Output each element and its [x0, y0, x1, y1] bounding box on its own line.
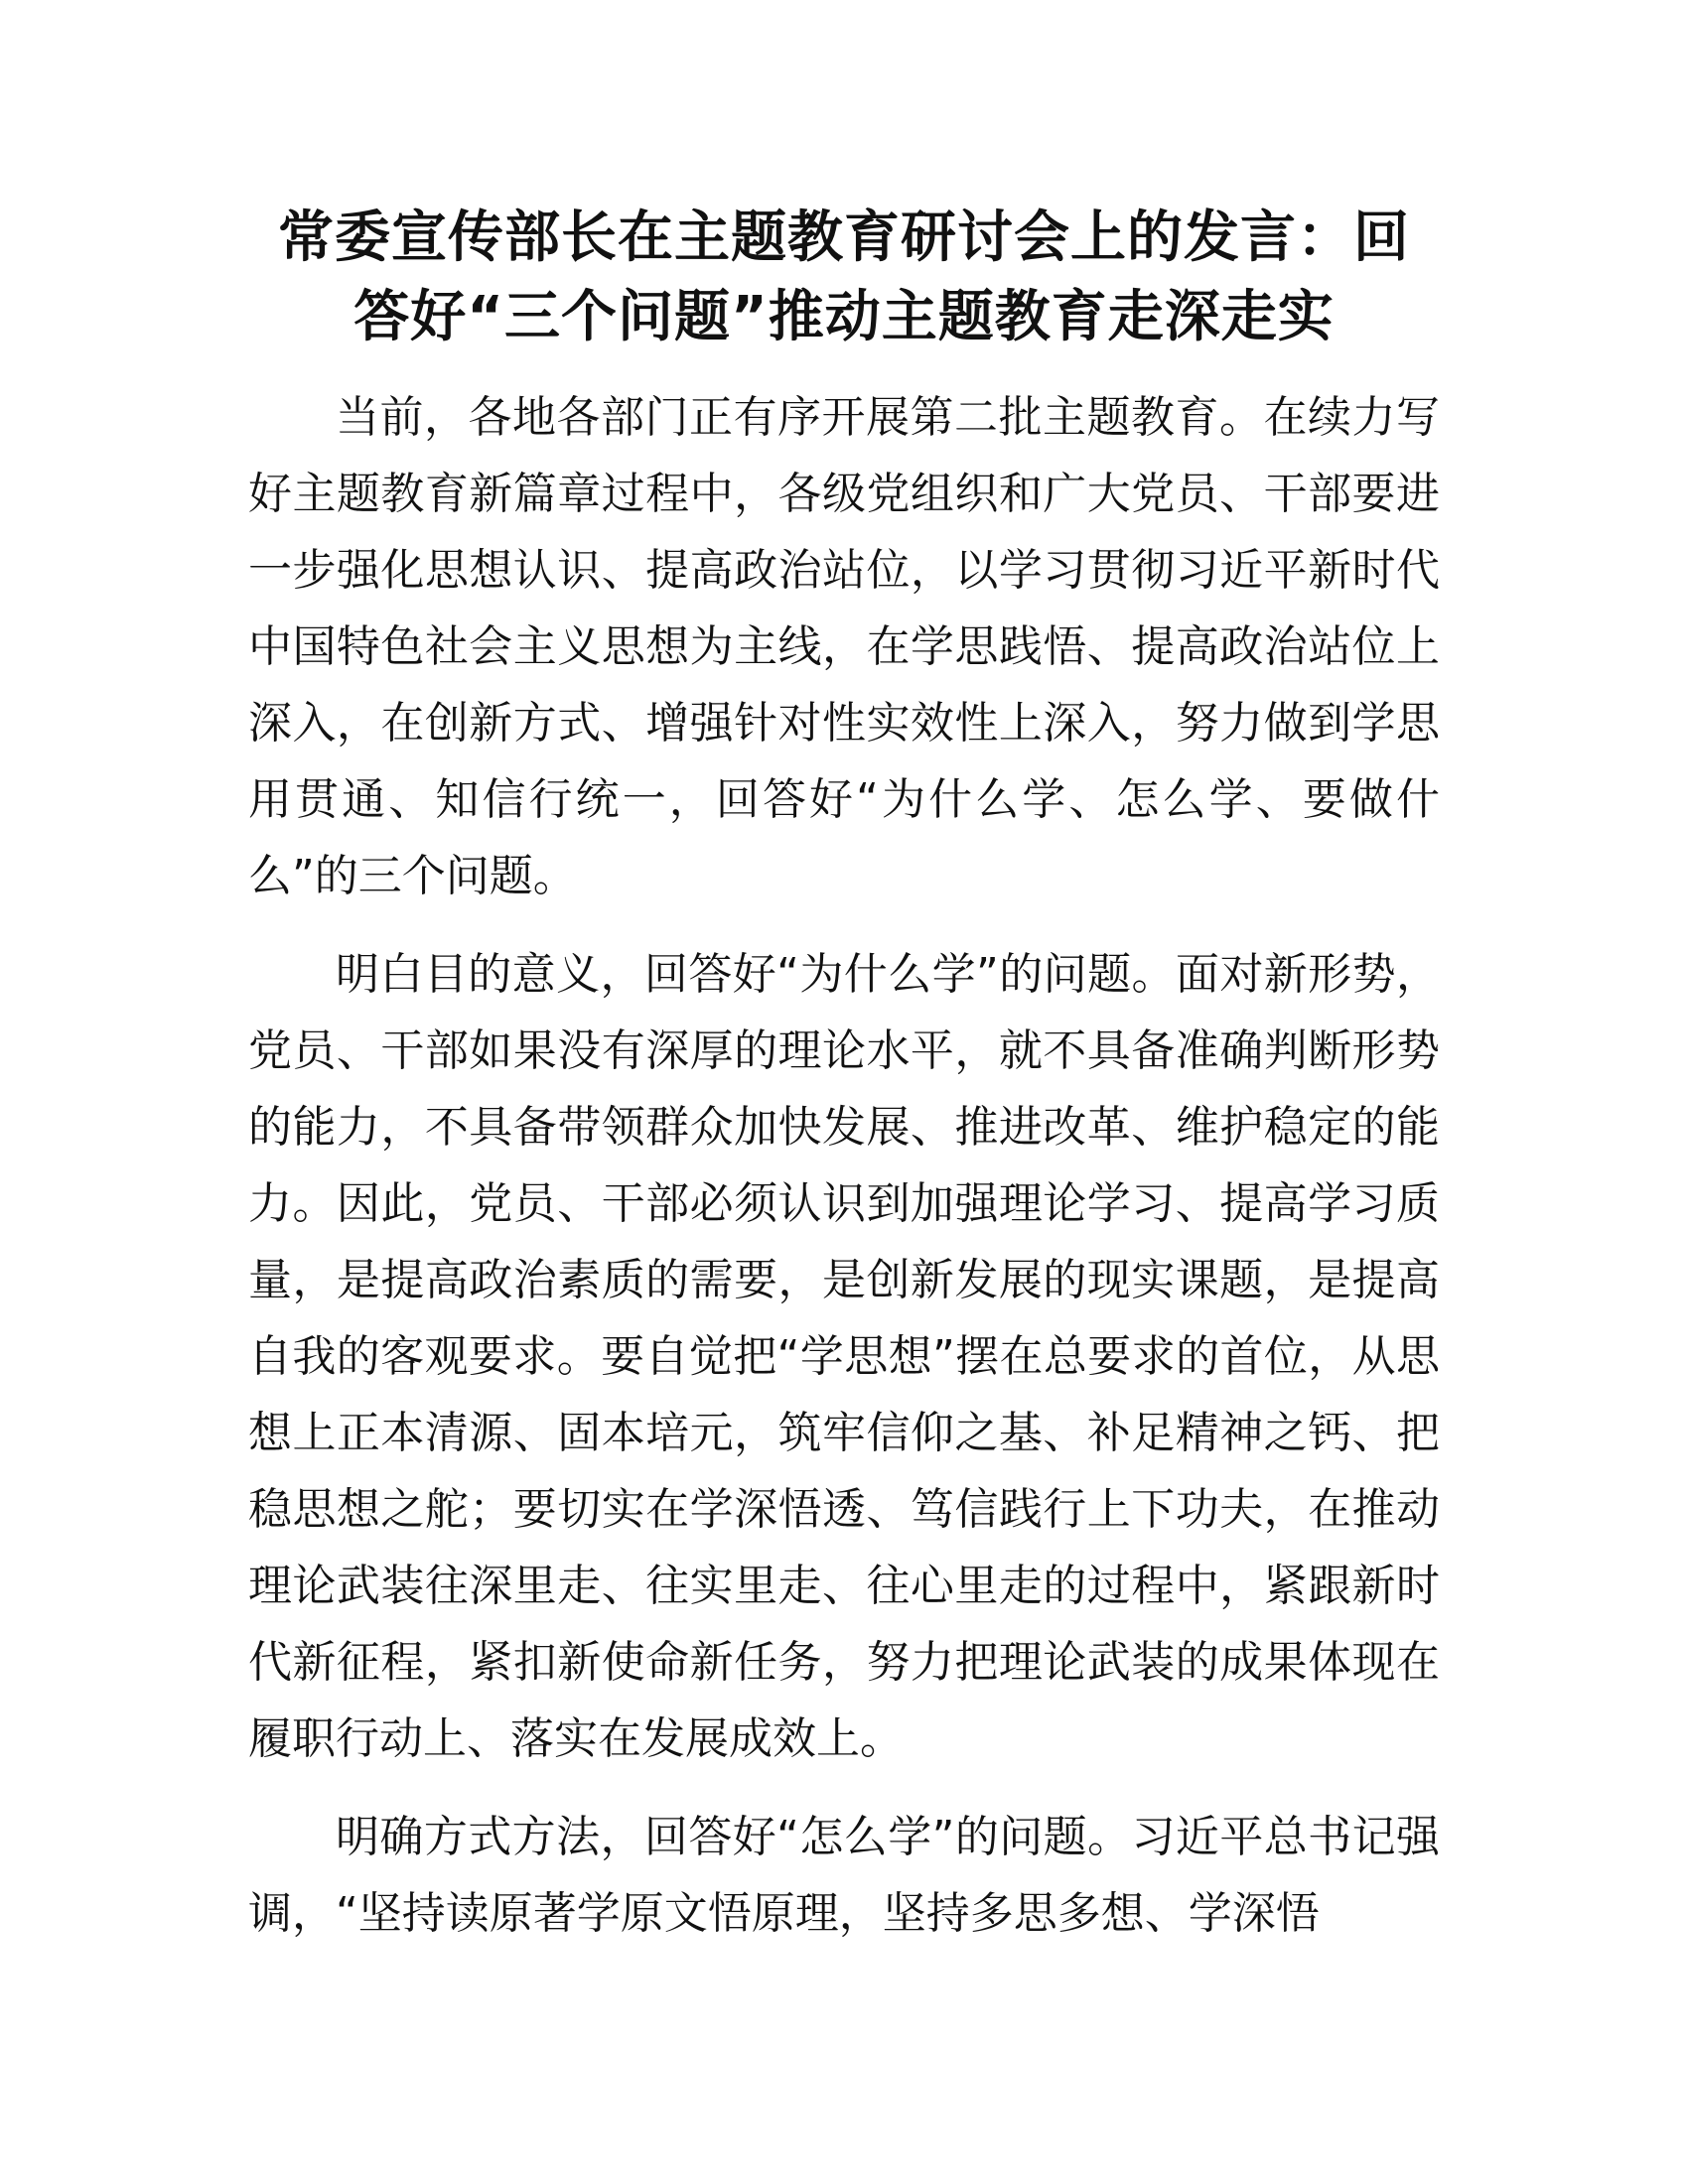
title-line-2: 答好“三个问题”推动主题教育走深走实 [353, 285, 1335, 349]
paragraph-intro: 当前，各地各部门正有序开展第二批主题教育。在续力写好主题教育新篇章过程中，各级党组织和广大党员、干部要进一步强化思想认识、提高政治站位，以学习贯彻习近平新时代中国特色社会主义思想为主线，在学思践悟、提高政治站位上深入，在创新方式、增强针对性实效性上深入，努力做到学思用贯通、知信行统一，回答好“为什么学、怎么学、要做什么”的三个问题。 [248, 392, 1440, 901]
paragraph-how-learn: 明确方式方法，回答好“怎么学”的问题。习近平总书记强调，“坚持读原著学原文悟原理，坚持多思多想、学深悟 [248, 1812, 1440, 1939]
document-title [248, 199, 1440, 357]
paragraph-why-learn: 明白目的意义，回答好“为什么学”的问题。面对新形势，党员、干部如果没有深厚的理论水平，就不具备准确判断形势的能力，不具备带领群众加快发展、推进改革、维护稳定的能力。因此，党员、干部必须认识到加强理论学习、提高学习质量，是提高政治素质的需要，是创新发展的现实课题，是提高自我的客观要求。要自觉把“学思想”摆在总要求的首位，从思想上正本清源、固本培元，筑牢信仰之基、补足精神之钙、把稳思想之舵；要切实在学深悟透、笃信践行上下功夫，在推动理论武装往深里走、往实里走、往心里走的过程中，紧跟新时代新征程，紧扣新使命新任务，努力把理论武装的成果体现在履职行动上、落实在发展成效上。 [248, 949, 1440, 1764]
title-line-1: 常委宣传部长在主题教育研讨会上的发言：回 [278, 205, 1410, 270]
document-page [248, 199, 1440, 1974]
